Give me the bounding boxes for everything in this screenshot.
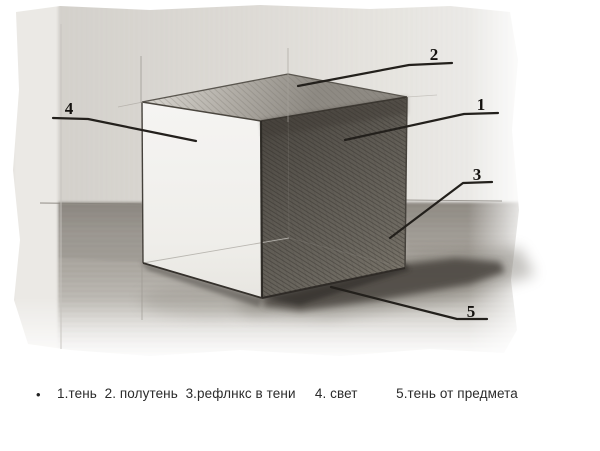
- callout-number-1: 1: [476, 95, 486, 114]
- cube: [142, 74, 407, 298]
- callout-number-3: 3: [472, 165, 482, 184]
- callout-number-2: 2: [429, 45, 439, 64]
- caption-text: 1.тень 2. полутень 3.рефлнкс в тени 4. свет 5.тень от предмета: [57, 386, 518, 401]
- callout-number-4: 4: [64, 99, 74, 118]
- caption-bullet: •: [36, 387, 41, 402]
- caption: [0, 386, 600, 408]
- callout-number-5: 5: [466, 302, 476, 321]
